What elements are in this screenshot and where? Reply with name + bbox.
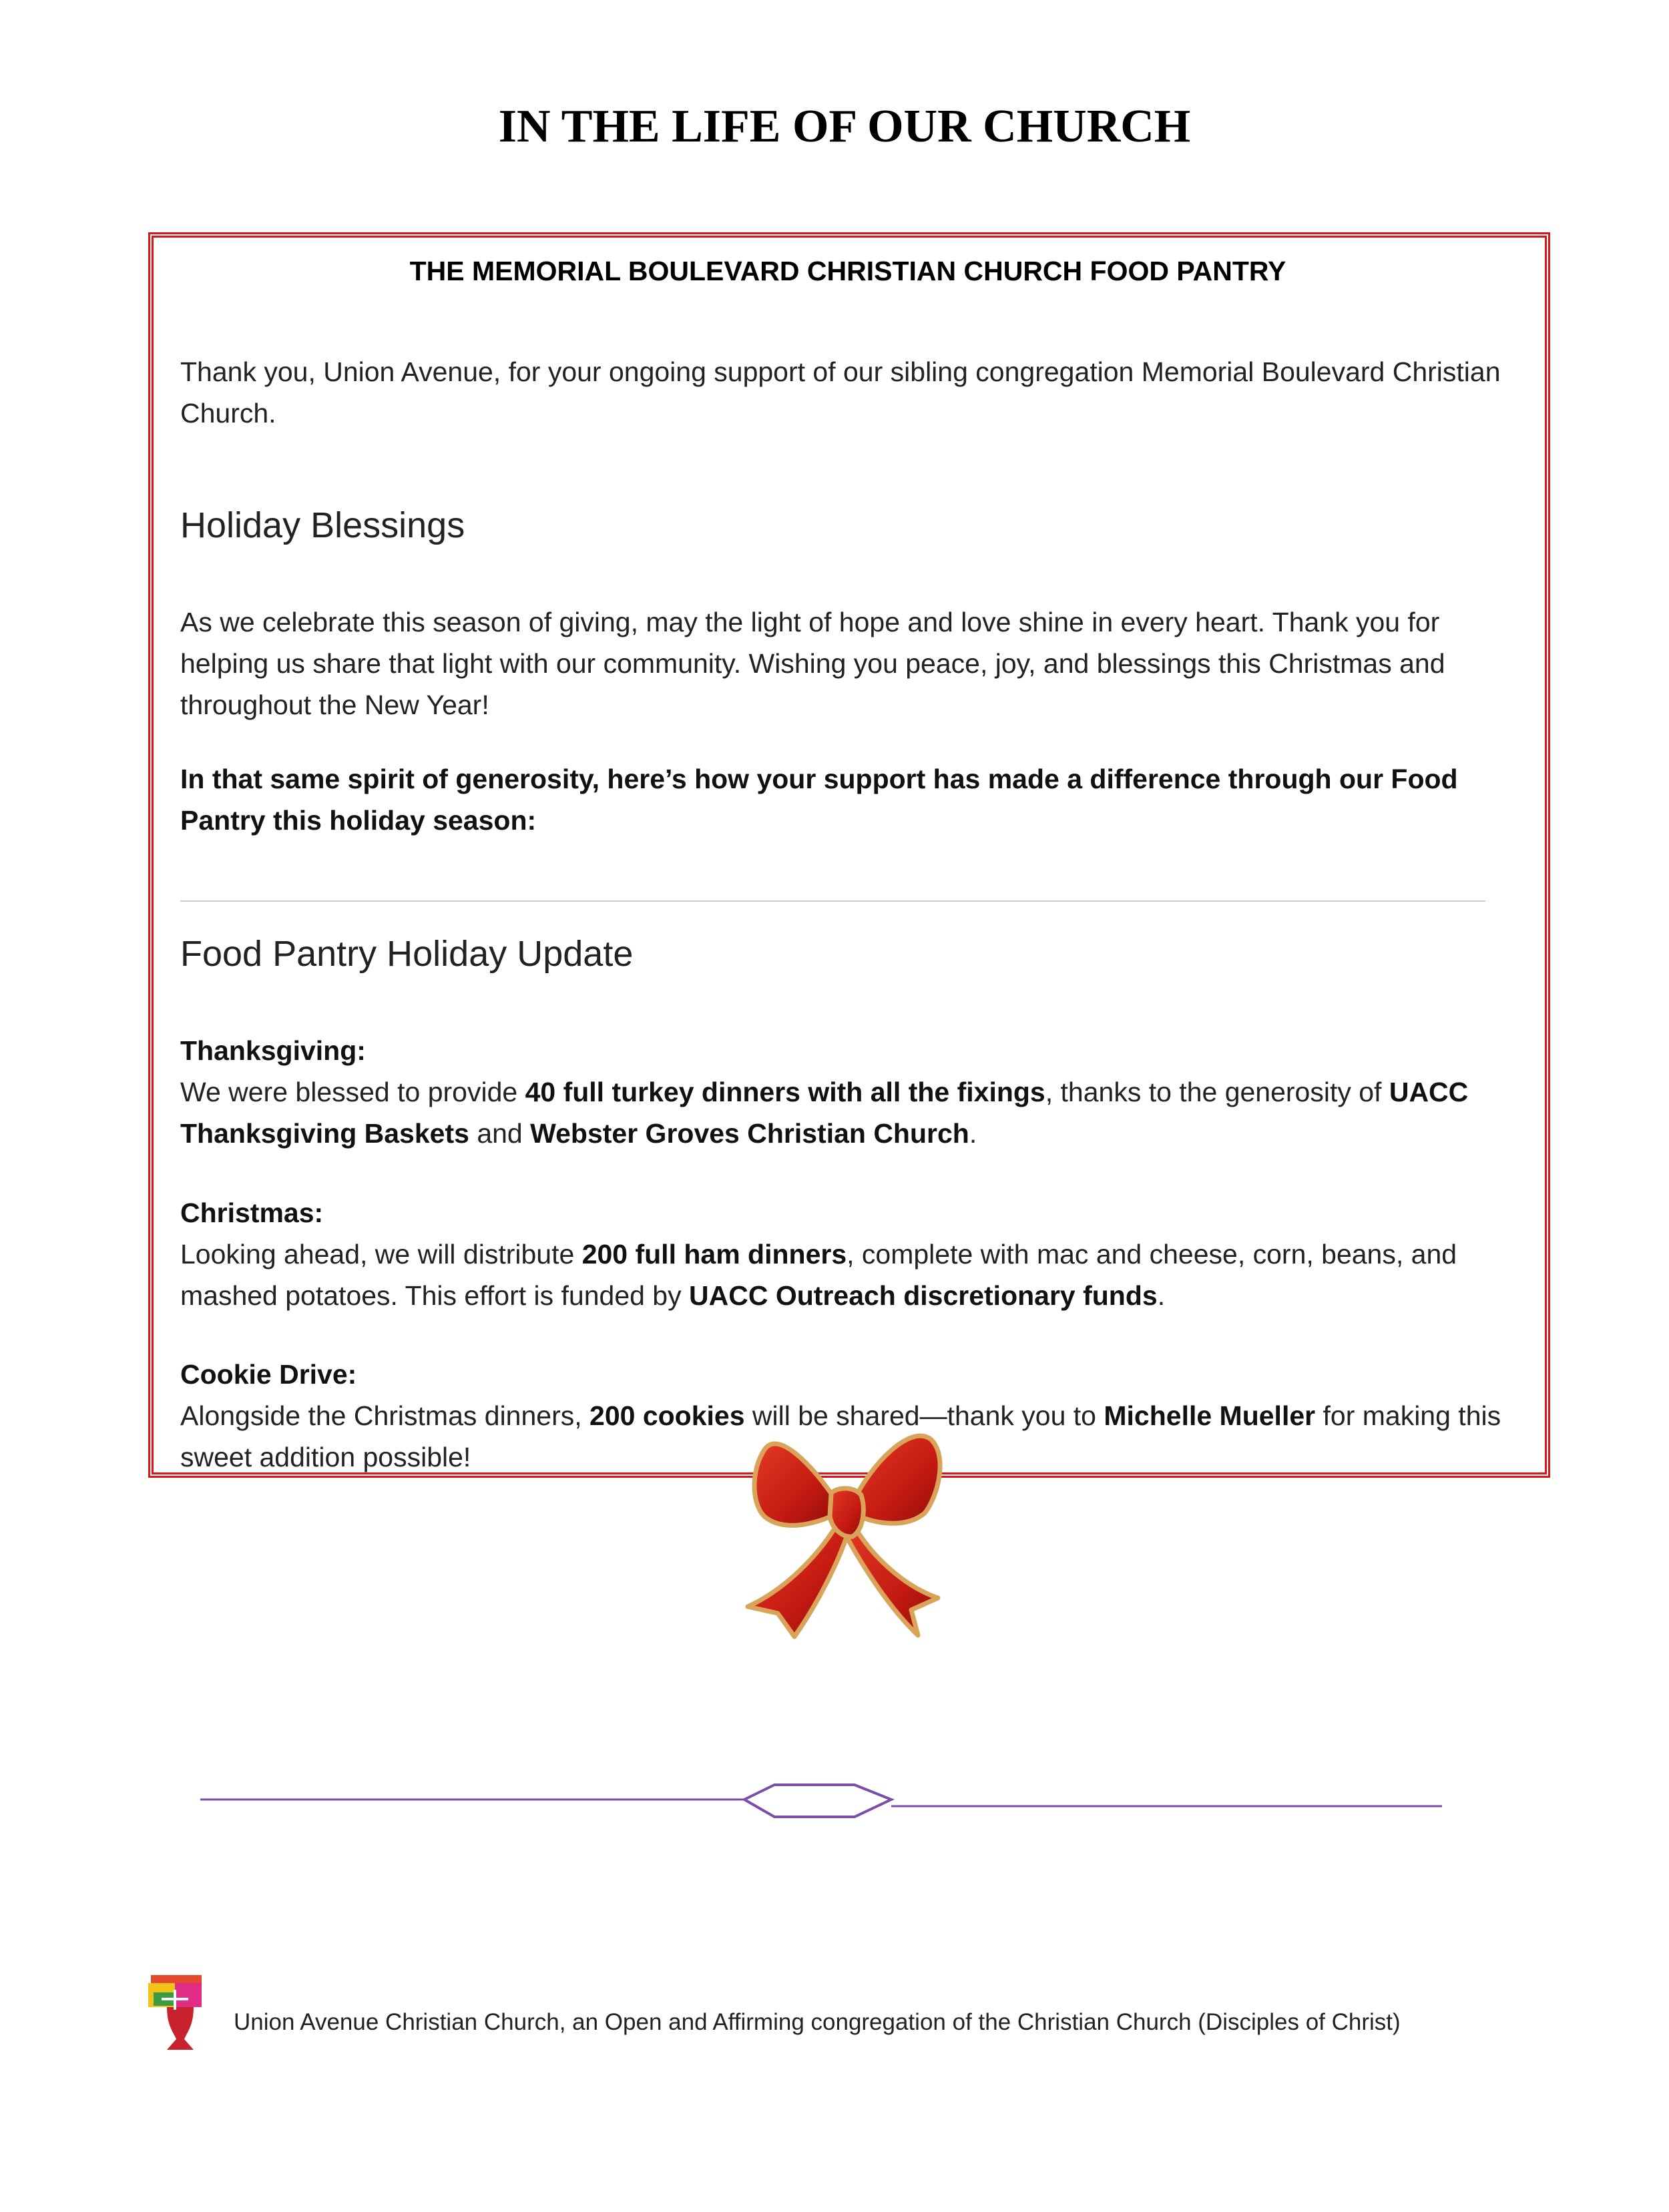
food-pantry-update-heading: Food Pantry Holiday Update bbox=[180, 934, 634, 974]
article-banner: THE MEMORIAL BOULEVARD CHRISTIAN CHURCH FOOD PANTRY bbox=[409, 256, 1286, 286]
hexagon-divider-icon bbox=[200, 1782, 1442, 1822]
holiday-blessings-heading: Holiday Blessings bbox=[180, 505, 465, 545]
cookie-drive-label: Cookie Drive: bbox=[180, 1359, 357, 1390]
article-frame bbox=[148, 232, 1550, 1478]
intro-paragraph: Thank you, Union Avenue, for your ongoing support of our sibling congregation Memorial Boulevard Christian Church. bbox=[180, 356, 1501, 429]
chalice-logo-icon bbox=[147, 1972, 206, 2052]
page-title: IN THE LIFE OF OUR CHURCH bbox=[498, 101, 1191, 152]
thanksgiving-label: Thanksgiving: bbox=[180, 1035, 366, 1066]
section-divider bbox=[180, 900, 1485, 902]
cookie-drive-paragraph: Cookie Drive: Alongside the Christmas dinners, 200 cookies will be shared—thank you to Michelle Mueller for making this sweet addition possible! bbox=[180, 1359, 1501, 1472]
blessings-paragraph: As we celebrate this season of giving, may the light of hope and love shine in every heart. Thank you for helping us share that light with our community. Wishing you peace, joy, and blessings this Christmas and throughout the New Year! bbox=[180, 607, 1445, 720]
footer-text: Union Avenue Christian Church, an Open and Affirming congregation of the Christian Church (Disciples of Christ) bbox=[234, 2009, 1401, 2035]
lead-in-paragraph: In that same spirit of generosity, here’s how your support has made a difference through our Food Pantry this holiday season: bbox=[180, 764, 1458, 836]
thanksgiving-paragraph: Thanksgiving: We were blessed to provide 40 full turkey dinners with all the fixings, thanks to the generosity of UACC Thanksgiving Baskets and Webster Groves Christian Church. bbox=[180, 1035, 1469, 1149]
christmas-label: Christmas: bbox=[180, 1197, 324, 1228]
red-bow-icon bbox=[738, 1423, 955, 1650]
christmas-paragraph: Christmas: Looking ahead, we will distribute 200 full ham dinners, complete with mac and cheese, corn, beans, and mashed potatoes. This effort is funded by UACC Outreach discretionary funds. bbox=[180, 1197, 1457, 1311]
